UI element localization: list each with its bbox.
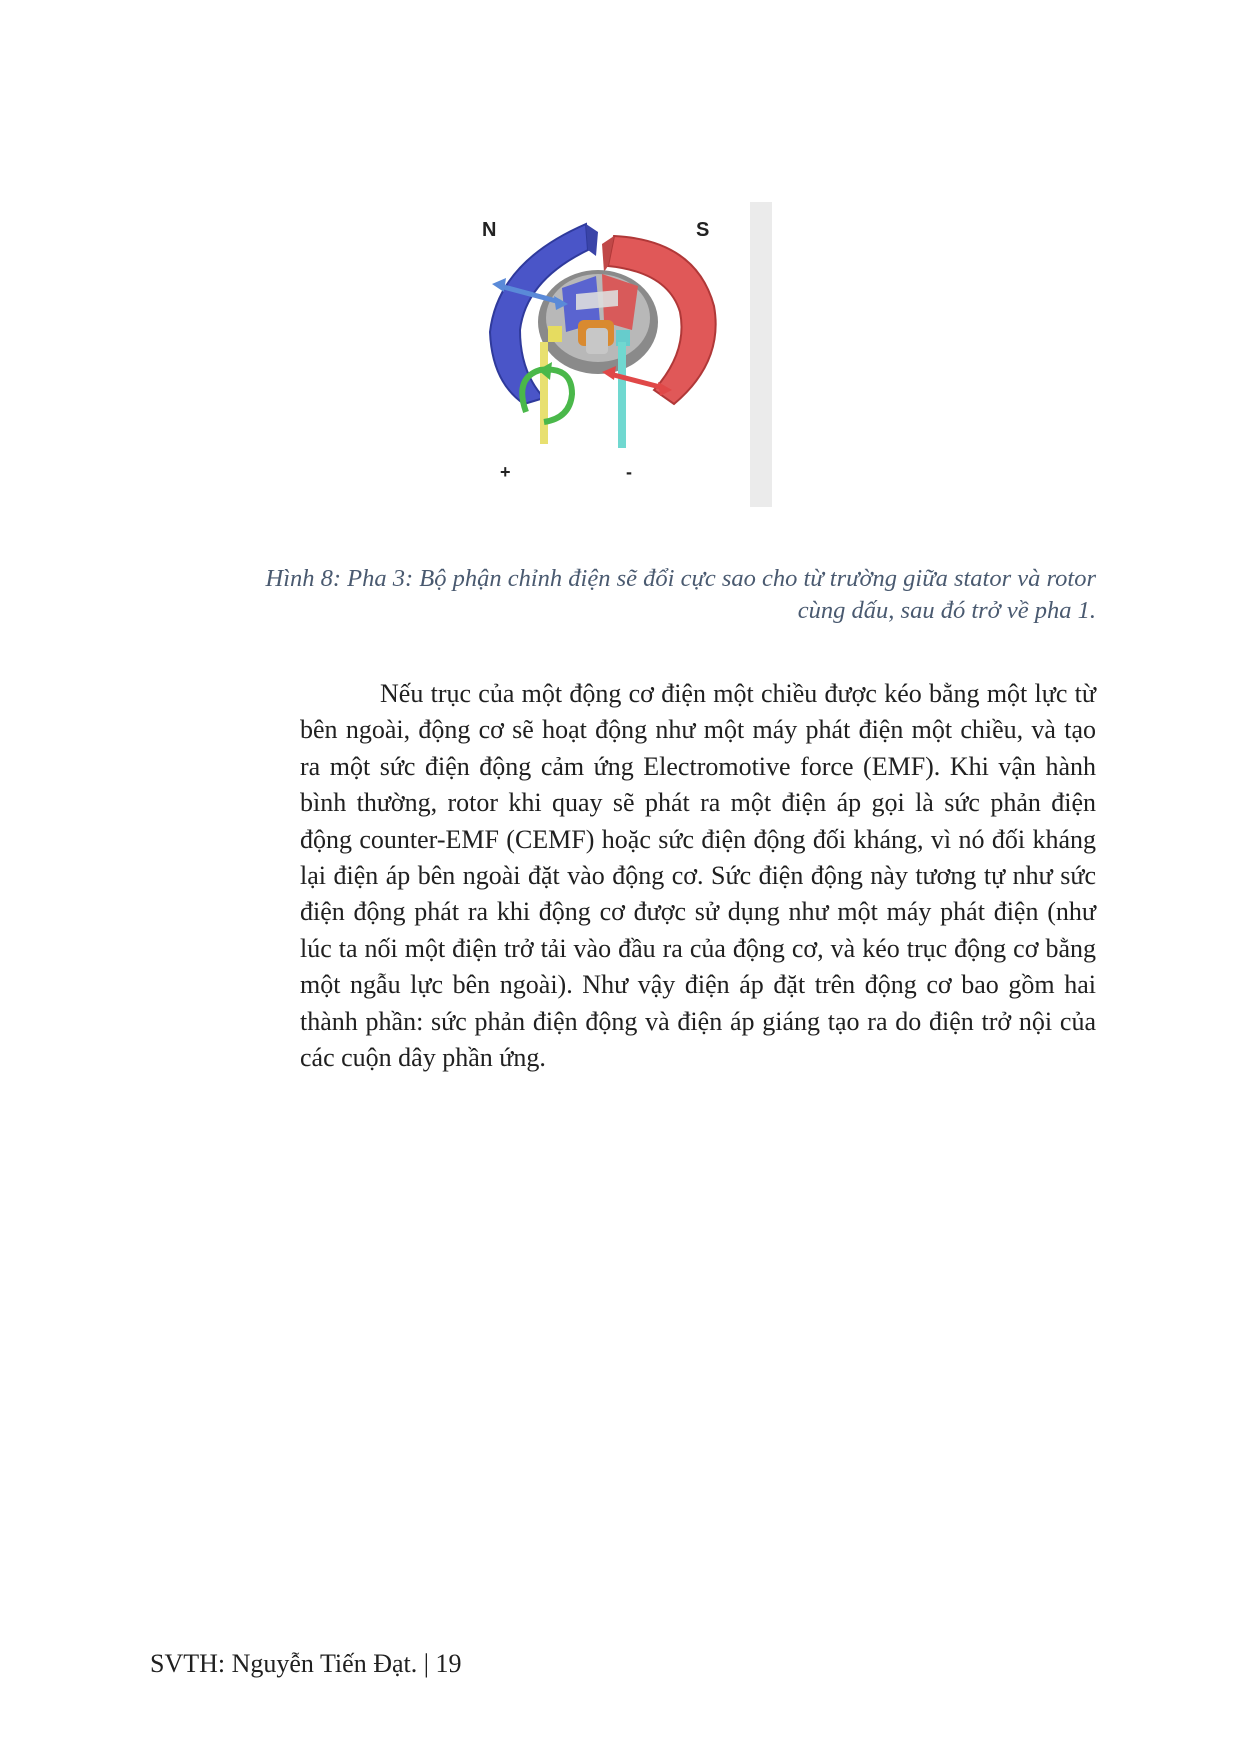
shaft <box>586 328 608 354</box>
plus-label: + <box>500 462 511 482</box>
body-paragraph: Nếu trục của một động cơ điện một chiều được kéo bằng một lực từ bên ngoài, động cơ sẽ hoạt động như một máy phát điện một chiều, và tạo ra một sức điện động cảm ứng Electromotive force (EMF). Khi vận hành bình thường, rotor khi quay sẽ phát ra một điện áp gọi là sức phản điện động counter-EMF (CEMF) hoặc sức điện động đối kháng, vì nó đối kháng lại điện áp bên ngoài đặt vào động cơ. Sức điện động này tương tự như sức điện động phát ra khi động cơ được sử dụng như một máy phát điện (như lúc ta nối một điện trở tải vào đầu ra của động cơ, và kéo trục động cơ bằng một ngẫu lực bên ngoài). Như vậy điện áp đặt trên động cơ bao gồm hai thành phần: sức phản điện động và điện áp giáng tạo ra do điện trở nội của các cuộn dây phần ứng. <box>300 679 1096 1073</box>
positive-lead <box>540 342 548 444</box>
minus-label: - <box>626 462 632 482</box>
motor-figure <box>478 202 784 512</box>
north-label: N <box>482 219 497 241</box>
caption-line-2: cùng dấu, sau đó trở về pha 1. <box>797 597 1096 624</box>
field-arrow-upper-head-left <box>492 278 506 292</box>
brush-left <box>548 326 562 342</box>
figure-caption <box>150 563 1096 627</box>
dc-motor-diagram <box>478 202 784 512</box>
page-footer: SVTH: Nguyễn Tiến Đạt. | 19 <box>150 1649 462 1678</box>
negative-lead <box>618 342 626 448</box>
background-strip <box>750 202 772 507</box>
caption-line-1: Hình 8: Pha 3: Bộ phận chỉnh điện sẽ đổi cực sao cho từ trường giữa stator và rotor <box>265 565 1096 592</box>
south-label: S <box>696 219 710 241</box>
